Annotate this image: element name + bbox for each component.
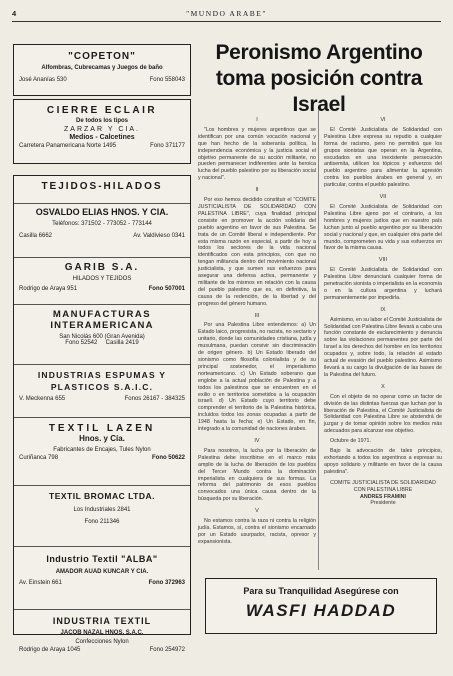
article-paragraph: Asimismo, en su labor el Comité Justicialista de Solidaridad con Palestina Libre llevará a cabo una función constante de esclarecimiento y denuncia sobre las violaciones permanentes por parte del Israel a los derechos del hombre en los territorios ocupados y, sobre todo, la relación al estado actual de evasión del pueblo palestino. Asimismo llevará a su cargo la divulgación de las bases de la Palestina del futuro.: [324, 316, 442, 378]
section-number: IX: [380, 306, 386, 313]
manufacturas-name2: INTERAMERICANA: [50, 320, 154, 331]
article-headline: Peronismo Argentino toma posición contra Israel: [215, 41, 423, 116]
article-column-2: [324, 112, 442, 507]
osvaldo-phones: Teléfonos: 371502 - 773052 - 773144: [52, 221, 152, 227]
espumas-phone: Fonos 26167 - 384325: [124, 396, 185, 402]
bromac-phone: Fono 211346: [84, 519, 120, 525]
ad-industria-textil: [14, 616, 190, 676]
alba-address: Av. Einstein 661: [19, 580, 62, 586]
ad-textil-lazen: [14, 423, 190, 486]
lazen-name2: Hnos. y Cía.: [79, 434, 125, 443]
article-paragraph: Por eso hemos decidido constituir el "COMITE JUSTICIALISTA DE SOLIDARIDAD CON PALESTINA LIBRE", cuya finalidad principal consiste en promover la acción solidaria del pueblo argentino en favor de sus Palestina. Se trata de un Comité liberal e independiente. Por esta misma razón en especial, a partir de hoy a todos los sectores de la vida nacional identificados con esta principios, con que no tengan militancia dentro del movimiento nacional justicialista, y que sumen sus esfuerzos para asegurar una defensa activa, permanente y militante de los mismos en relación con la causa del pueblo palestino que es, en definitiva, la causa de la redención, de la libertad y del progreso del género humano.: [198, 197, 316, 307]
section-number: VII: [379, 194, 387, 201]
ad-textil-bromac: [14, 491, 190, 547]
garib-name: GARIB S.A.: [64, 262, 140, 273]
ad-eclair-name: CIERRE ECLAIR: [46, 105, 158, 116]
osvaldo-address: Av. Valdivieso 0341: [133, 233, 185, 239]
section-number: II: [255, 187, 259, 194]
section-number: X: [381, 383, 385, 390]
osvaldo-name: OSVALDO ELIAS HNOS. Y CIA.: [35, 207, 169, 217]
manufacturas-address: San Nicolás 600 (Gran Avenida): [59, 334, 145, 340]
ad-osvaldo: [14, 207, 190, 258]
espumas-name2: PLASTICOS S.A.I.C.: [50, 382, 154, 392]
article-paragraph: Octubre de 1971.: [330, 438, 371, 445]
wasfi-name: WASFI HADDAD: [245, 601, 397, 620]
osvaldo-casilla: Casilla 6662: [19, 233, 53, 239]
manufacturas-casilla: Casilla 2419: [105, 340, 139, 346]
section-number: V: [255, 508, 259, 515]
ad-wasfi-haddad: [205, 578, 437, 634]
ad-tejidos-hilados-box: [13, 175, 191, 653]
signature-line-1: COMITE JUSTICIALISTA DE SOLIDARIDAD: [330, 479, 436, 486]
signature-role: Presidente: [370, 500, 396, 507]
alba-phone: Fono 372963: [148, 580, 185, 586]
page-header: [12, 9, 441, 21]
article-paragraph: El Comité Justicialista de Solidaridad con Palestina Libre expresa su repudio a cualquier forma de racismo, pero no permitirá que los grupos sionistas que operan en la Argentina, escudados en una inexistente persecución antisemita, utilicen los tópicos y esfuerzos del pueblo argentino para alimentar la agresión contra los pueblos árabes en general y, en particular, contra el pueblo palestino.: [324, 126, 442, 189]
espumas-address: V. Meckenna 655: [19, 396, 66, 402]
ad-textil-alba: [14, 554, 190, 610]
lazen-address: Curiñanca 798: [19, 455, 59, 461]
article-paragraph: Por una Palestina Libre entendemos: a) Un Estado laico, progresista, no racista, no sectario y unitario, donde las comunidades cristiana, judía y musulmana, puedan convivir sin discriminación de origen género. b) Un Estado liberado del sionismo como filosofía colonialista y de su principal sostenedor, el imperialismo norteamericano. c) Un Estado soberano que englobe a la actual población de Palestina y a todos los palestinos que se encuentren en el exilio o en territorios sometidos a la ocupación israelí. d) Un Estado cuyo territorio debe comprender el territorio de la Palestina histórica, incluidos todos los zonas ocupadas a partir de 1948 hasta la fecha; e) Un Estado, en fin, integrado a la comunidad de naciones árabes.: [198, 322, 316, 433]
article-paragraph: Bajo la advocación de tales principios, exhortando a todos los argentinos a expresar su apoyo solidario y militante en favor de la causa palestina".: [324, 448, 442, 475]
lazen-name1: TEXTIL LAZEN: [48, 423, 156, 434]
bromac-name: TEXTIL BROMAC LTDA.: [49, 491, 155, 501]
section-number: III: [254, 312, 260, 319]
article-paragraph: "Los hombres y mujeres argentinos que se identifican por una común vocación nacional y que han hecho de la soberanía política, la independencia económica y la justicia social el objetivo permanente de su acción militante, no pueden permanecer indiferentes ante la heroica lucha del pueblo palestino por su liberación social y nacional".: [198, 126, 316, 182]
manufacturas-phone: Fono 52542: [65, 340, 98, 346]
signature-name: ANDRES FRAMINI: [360, 493, 406, 500]
section-number: I: [256, 117, 258, 123]
page-number: 4: [12, 9, 17, 18]
signature-block: [324, 480, 442, 508]
publication-title: "MUNDO ARABE": [186, 9, 267, 18]
garib-address: Rodrigo de Araya 951: [19, 286, 78, 292]
industria-textil-address: Rodrigo de Araya 1045: [19, 647, 81, 653]
ad-eclair-line1: De todos los tipos: [75, 118, 128, 124]
article-column-1: [198, 112, 316, 549]
wasfi-tagline: Para su Tranquilidad Asegúrese con: [243, 586, 399, 596]
ad-manufacturas: [14, 309, 190, 365]
article-paragraph: No estamos contra la raza ni contra la religión judía. Estamos, sí, contra el sionismo encarnado por un Estado usurpador, racista, opresor y expansionista.: [198, 518, 316, 545]
garib-phone: Fono 507001: [148, 286, 185, 292]
alba-name: Industrio Textil "ALBA": [46, 554, 158, 564]
ad-eclair-line2: ZARZAR Y CIA.: [64, 126, 140, 133]
article-paragraph: Para nosotros, la lucha por la liberación de Palestina debe inscribirse en el marco más amplio de la lucha de liberación de los pueblos del Tercer Mundo contra la dominación imperialista en cualquiera de sus formas. La reforma del patrimonio de esos pueblos convocados una única causa dentro de la búsqueda por su liberación.: [198, 447, 316, 503]
ad-eclair-address: Carretera Panamericana Norte 1495: [19, 143, 117, 149]
section-number: VI: [380, 117, 386, 123]
ad-eclair-phone: Fono 371177: [150, 143, 185, 149]
column-divider: [318, 110, 319, 570]
article-paragraph: El Comité Justicialista de Solidaridad con Palestina Libre ajeno por el contrario, a los hombres y mujeres judíos que en nuestro país luchan junto al pueblo argentino por su liberación social y nacional y que, en cualquier otra parte del mundo, comprometen su vida y sus esfuerzos en favor de la misma causa.: [324, 203, 442, 252]
alba-owner: AMADOR AUAD KUNCAR Y CIA.: [55, 569, 149, 575]
ad-copeton: [13, 44, 191, 96]
industria-textil-name: INDUSTRIA TEXTIL: [52, 616, 152, 626]
ad-eclair-line3: Medios - Calcetines: [69, 134, 135, 141]
signature-line-2: CON PALESTINA LIBRE: [353, 486, 413, 493]
lazen-desc: Fabricantes de Encajes, Tules Nylon: [53, 447, 151, 453]
lazen-phone: Fono 50622: [151, 455, 185, 461]
article-paragraph: Con el objeto de no operar como un factor de división de las distintas fuerzas que luchan por la liberación de Palestina, el Comité Justicialista de Solidaridad con Palestina Libre se abstendrá de juzgar y de tomar opinión sobre los medios más adecuados para alcanzar ese objetivo.: [324, 393, 442, 435]
tejidos-title: TEJIDOS-HILADOS: [41, 181, 163, 192]
industria-textil-owner: JACOB NAZAL HNOS. S.A.C.: [60, 630, 144, 636]
section-number: IV: [254, 437, 260, 444]
espumas-name1: INDUSTRIAS ESPUMAS Y: [37, 370, 167, 380]
ad-copeton-name: "COPETON": [68, 51, 136, 62]
industria-textil-phone: Fono 254972: [149, 647, 185, 653]
ad-espumas: [14, 370, 190, 418]
ad-copeton-desc: Alfombras, Cubrecamas y Juegos de baño: [41, 65, 163, 71]
manufacturas-name1: MANUFACTURAS: [52, 309, 152, 320]
ad-copeton-address: José Ananías 530: [19, 77, 67, 83]
section-number: VIII: [378, 257, 388, 264]
industria-textil-desc: Confecciones Nylon: [75, 639, 129, 645]
ad-garib: [14, 262, 190, 305]
article-paragraph: El Comité Justicialista de Solidaridad con Palestina Libre denunciará cualquier forma de penetración sionista o imperialista en la economía o en la cultura argentina y luchará permanentemente por impedirla.: [324, 267, 442, 301]
ad-copeton-phone: Fono 558043: [149, 77, 185, 83]
header-rule: [12, 21, 441, 22]
ad-cierre-eclair: [13, 99, 191, 164]
bromac-address: Los Industriales 2841: [73, 507, 131, 513]
garib-desc: HILADOS Y TEJIDOS: [72, 276, 132, 282]
